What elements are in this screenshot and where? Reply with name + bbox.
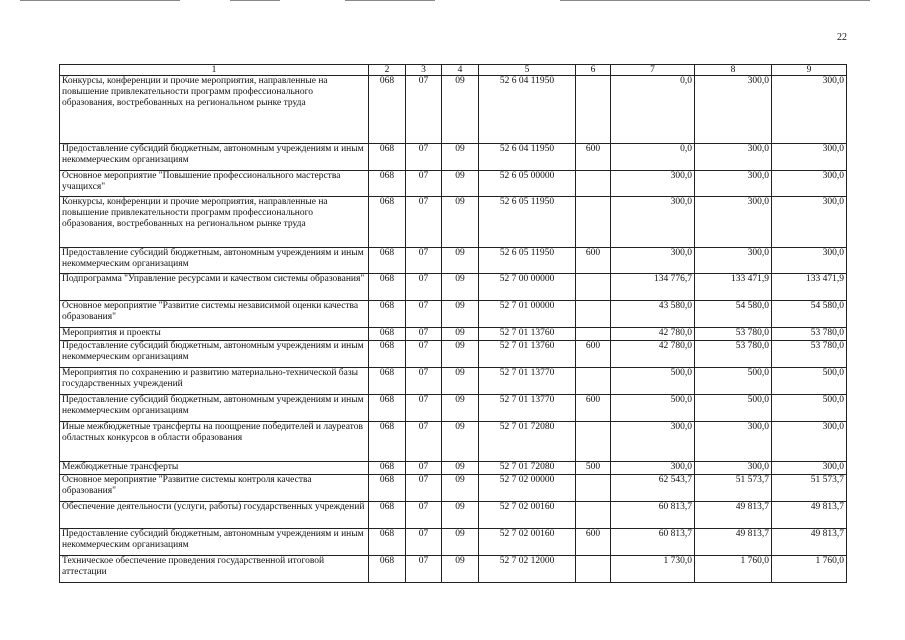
column-header-row: [60, 65, 847, 76]
cell-rz: 07: [406, 529, 442, 556]
cell-rz: 07: [406, 76, 442, 144]
row-name: Основное мероприятие "Развитие системы независимой оценки качества образования": [60, 301, 369, 328]
table-row: [60, 76, 847, 144]
cell-pr: 09: [442, 462, 479, 475]
cell-vr: 600: [576, 248, 611, 274]
cell-ved: 068: [369, 144, 406, 171]
cell-pr: 09: [442, 529, 479, 556]
cell-vr: [576, 76, 611, 144]
cell-vr: 600: [576, 144, 611, 171]
cell-pr: 09: [442, 395, 479, 422]
cell-csr: 52 6 05 11950: [479, 197, 576, 248]
cell-pr: 09: [442, 368, 479, 395]
cell-pr: 09: [442, 422, 479, 462]
row-name: Предоставление субсидий бюджетным, автономным учреждениям и иным некоммерческим организациям: [60, 144, 369, 171]
cell-vr: [576, 274, 611, 301]
column-header: 7: [611, 65, 695, 76]
row-name: Техническое обеспечение проведения государственной итоговой аттестации: [60, 556, 369, 583]
cell-year3: 49 813,7: [772, 529, 847, 556]
cell-year2: 1 760,0: [695, 556, 772, 583]
cell-ved: 068: [369, 502, 406, 529]
budget-table: [59, 64, 847, 583]
cell-csr: 52 7 02 00160: [479, 529, 576, 556]
cell-year2: 300,0: [695, 248, 772, 274]
cell-year3: 300,0: [772, 171, 847, 197]
row-name: Основное мероприятие "Развитие системы контроля качества образования": [60, 475, 369, 502]
cell-pr: 09: [442, 328, 479, 341]
cell-ved: 068: [369, 76, 406, 144]
table-row: [60, 341, 847, 368]
cell-year2: 51 573,7: [695, 475, 772, 502]
table-row: [60, 301, 847, 328]
scan-edge-line: [20, 0, 180, 1]
cell-year1: 60 813,7: [611, 502, 695, 529]
row-name: Предоставление субсидий бюджетным, автономным учреждениям и иным некоммерческим организациям: [60, 395, 369, 422]
cell-csr: 52 7 01 13770: [479, 368, 576, 395]
cell-rz: 07: [406, 301, 442, 328]
cell-year1: 134 776,7: [611, 274, 695, 301]
cell-csr: 52 6 05 11950: [479, 248, 576, 274]
scan-edge-line: [345, 0, 435, 1]
column-header: 8: [695, 65, 772, 76]
cell-ved: 068: [369, 529, 406, 556]
cell-year1: 300,0: [611, 422, 695, 462]
row-name: Подпрограмма "Управление ресурсами и качеством системы образования": [60, 274, 369, 301]
cell-year2: 300,0: [695, 462, 772, 475]
cell-year3: 53 780,0: [772, 328, 847, 341]
cell-year1: 300,0: [611, 462, 695, 475]
cell-year3: 1 760,0: [772, 556, 847, 583]
cell-year3: 49 813,7: [772, 502, 847, 529]
cell-year2: 300,0: [695, 197, 772, 248]
cell-rz: 07: [406, 197, 442, 248]
cell-year2: 500,0: [695, 368, 772, 395]
row-name: Предоставление субсидий бюджетным, автономным учреждениям и иным некоммерческим организациям: [60, 248, 369, 274]
cell-ved: 068: [369, 197, 406, 248]
table-row: [60, 475, 847, 502]
row-name: Межбюджетные трансферты: [60, 462, 369, 475]
cell-csr: 52 6 04 11950: [479, 144, 576, 171]
cell-vr: 600: [576, 529, 611, 556]
cell-ved: 068: [369, 341, 406, 368]
row-name: Иные межбюджетные трансферты на поощрение победителей и лауреатов областных конкурсов в области образования: [60, 422, 369, 462]
cell-csr: 52 7 02 12000: [479, 556, 576, 583]
cell-year3: 300,0: [772, 422, 847, 462]
table-row: [60, 144, 847, 171]
cell-year2: 49 813,7: [695, 502, 772, 529]
row-name: Мероприятия по сохранению и развитию материально-технической базы государственных учреждений: [60, 368, 369, 395]
table-row: [60, 529, 847, 556]
cell-rz: 07: [406, 395, 442, 422]
cell-rz: 07: [406, 248, 442, 274]
cell-year1: 62 543,7: [611, 475, 695, 502]
cell-rz: 07: [406, 171, 442, 197]
cell-vr: [576, 368, 611, 395]
column-header: 1: [60, 65, 369, 76]
column-header: 4: [442, 65, 479, 76]
cell-year3: 500,0: [772, 368, 847, 395]
cell-vr: [576, 556, 611, 583]
cell-year1: 0,0: [611, 144, 695, 171]
row-name: Основное мероприятие "Повышение профессионального мастерства учащихся": [60, 171, 369, 197]
column-header: 3: [406, 65, 442, 76]
cell-vr: [576, 422, 611, 462]
cell-rz: 07: [406, 328, 442, 341]
cell-year2: 300,0: [695, 144, 772, 171]
cell-ved: 068: [369, 462, 406, 475]
table-row: [60, 171, 847, 197]
cell-year3: 300,0: [772, 197, 847, 248]
cell-year1: 60 813,7: [611, 529, 695, 556]
cell-rz: 07: [406, 341, 442, 368]
cell-year3: 54 580,0: [772, 301, 847, 328]
cell-pr: 09: [442, 274, 479, 301]
cell-year3: 133 471,9: [772, 274, 847, 301]
scan-edge-line: [560, 0, 870, 1]
cell-year1: 500,0: [611, 395, 695, 422]
cell-year2: 54 580,0: [695, 301, 772, 328]
column-header: 2: [369, 65, 406, 76]
cell-year1: 43 580,0: [611, 301, 695, 328]
cell-ved: 068: [369, 274, 406, 301]
cell-pr: 09: [442, 556, 479, 583]
row-name: Предоставление субсидий бюджетным, автономным учреждениям и иным некоммерческим организациям: [60, 341, 369, 368]
cell-ved: 068: [369, 395, 406, 422]
cell-year1: 0,0: [611, 76, 695, 144]
cell-rz: 07: [406, 274, 442, 301]
cell-ved: 068: [369, 301, 406, 328]
cell-csr: 52 6 04 11950: [479, 76, 576, 144]
cell-ved: 068: [369, 248, 406, 274]
cell-year3: 51 573,7: [772, 475, 847, 502]
cell-csr: 52 7 02 00000: [479, 475, 576, 502]
cell-year2: 53 780,0: [695, 341, 772, 368]
cell-year3: 500,0: [772, 395, 847, 422]
table-row: [60, 248, 847, 274]
cell-ved: 068: [369, 475, 406, 502]
cell-csr: 52 7 02 00160: [479, 502, 576, 529]
cell-csr: 52 7 01 72080: [479, 462, 576, 475]
cell-vr: [576, 301, 611, 328]
cell-year2: 300,0: [695, 76, 772, 144]
cell-csr: 52 7 00 00000: [479, 274, 576, 301]
cell-year2: 300,0: [695, 422, 772, 462]
cell-vr: 500: [576, 462, 611, 475]
scan-edge-line: [230, 0, 280, 1]
cell-vr: 600: [576, 395, 611, 422]
table-row: [60, 556, 847, 583]
cell-year1: 500,0: [611, 368, 695, 395]
cell-pr: 09: [442, 144, 479, 171]
table-row: [60, 462, 847, 475]
cell-rz: 07: [406, 475, 442, 502]
table-row: [60, 502, 847, 529]
cell-pr: 09: [442, 301, 479, 328]
cell-pr: 09: [442, 197, 479, 248]
cell-csr: 52 7 01 13770: [479, 395, 576, 422]
cell-year1: 300,0: [611, 197, 695, 248]
page-number: 22: [837, 32, 847, 43]
cell-year2: 300,0: [695, 171, 772, 197]
row-name: Мероприятия и проекты: [60, 328, 369, 341]
cell-vr: [576, 197, 611, 248]
cell-csr: 52 7 01 13760: [479, 328, 576, 341]
cell-rz: 07: [406, 556, 442, 583]
cell-pr: 09: [442, 76, 479, 144]
table-row: [60, 395, 847, 422]
cell-year1: 42 780,0: [611, 328, 695, 341]
cell-year1: 300,0: [611, 248, 695, 274]
cell-rz: 07: [406, 368, 442, 395]
cell-year1: 1 730,0: [611, 556, 695, 583]
cell-csr: 52 6 05 00000: [479, 171, 576, 197]
cell-year2: 500,0: [695, 395, 772, 422]
cell-vr: [576, 475, 611, 502]
cell-ved: 068: [369, 171, 406, 197]
cell-year2: 53 780,0: [695, 328, 772, 341]
row-name: Предоставление субсидий бюджетным, автономным учреждениям и иным некоммерческим организациям: [60, 529, 369, 556]
cell-ved: 068: [369, 556, 406, 583]
cell-ved: 068: [369, 368, 406, 395]
cell-rz: 07: [406, 502, 442, 529]
cell-ved: 068: [369, 328, 406, 341]
cell-rz: 07: [406, 422, 442, 462]
cell-year3: 300,0: [772, 76, 847, 144]
table-row: [60, 197, 847, 248]
cell-pr: 09: [442, 502, 479, 529]
cell-year3: 300,0: [772, 248, 847, 274]
cell-vr: 600: [576, 341, 611, 368]
table-row: [60, 274, 847, 301]
cell-csr: 52 7 01 72080: [479, 422, 576, 462]
column-header: 5: [479, 65, 576, 76]
cell-rz: 07: [406, 462, 442, 475]
table-row: [60, 328, 847, 341]
table-row: [60, 368, 847, 395]
row-name: Конкурсы, конференции и прочие мероприятия, направленные на повышение привлекательности программ профессионального образования, востребованных на региональном рынке труда: [60, 197, 369, 248]
cell-rz: 07: [406, 144, 442, 171]
row-name: Конкурсы, конференции и прочие мероприятия, направленные на повышение привлекательности программ профессионального образования, востребованных на региональном рынке труда: [60, 76, 369, 144]
cell-pr: 09: [442, 341, 479, 368]
cell-vr: [576, 502, 611, 529]
cell-year1: 42 780,0: [611, 341, 695, 368]
row-name: Обеспечение деятельности (услуги, работы) государственных учреждений: [60, 502, 369, 529]
cell-csr: 52 7 01 00000: [479, 301, 576, 328]
cell-vr: [576, 328, 611, 341]
column-header: 6: [576, 65, 611, 76]
cell-pr: 09: [442, 475, 479, 502]
cell-year1: 300,0: [611, 171, 695, 197]
cell-vr: [576, 171, 611, 197]
cell-ved: 068: [369, 422, 406, 462]
column-header: 9: [772, 65, 847, 76]
table-row: [60, 422, 847, 462]
cell-year2: 133 471,9: [695, 274, 772, 301]
cell-year3: 300,0: [772, 462, 847, 475]
cell-pr: 09: [442, 171, 479, 197]
cell-pr: 09: [442, 248, 479, 274]
cell-csr: 52 7 01 13760: [479, 341, 576, 368]
cell-year2: 49 813,7: [695, 529, 772, 556]
cell-year3: 300,0: [772, 144, 847, 171]
cell-year3: 53 780,0: [772, 341, 847, 368]
